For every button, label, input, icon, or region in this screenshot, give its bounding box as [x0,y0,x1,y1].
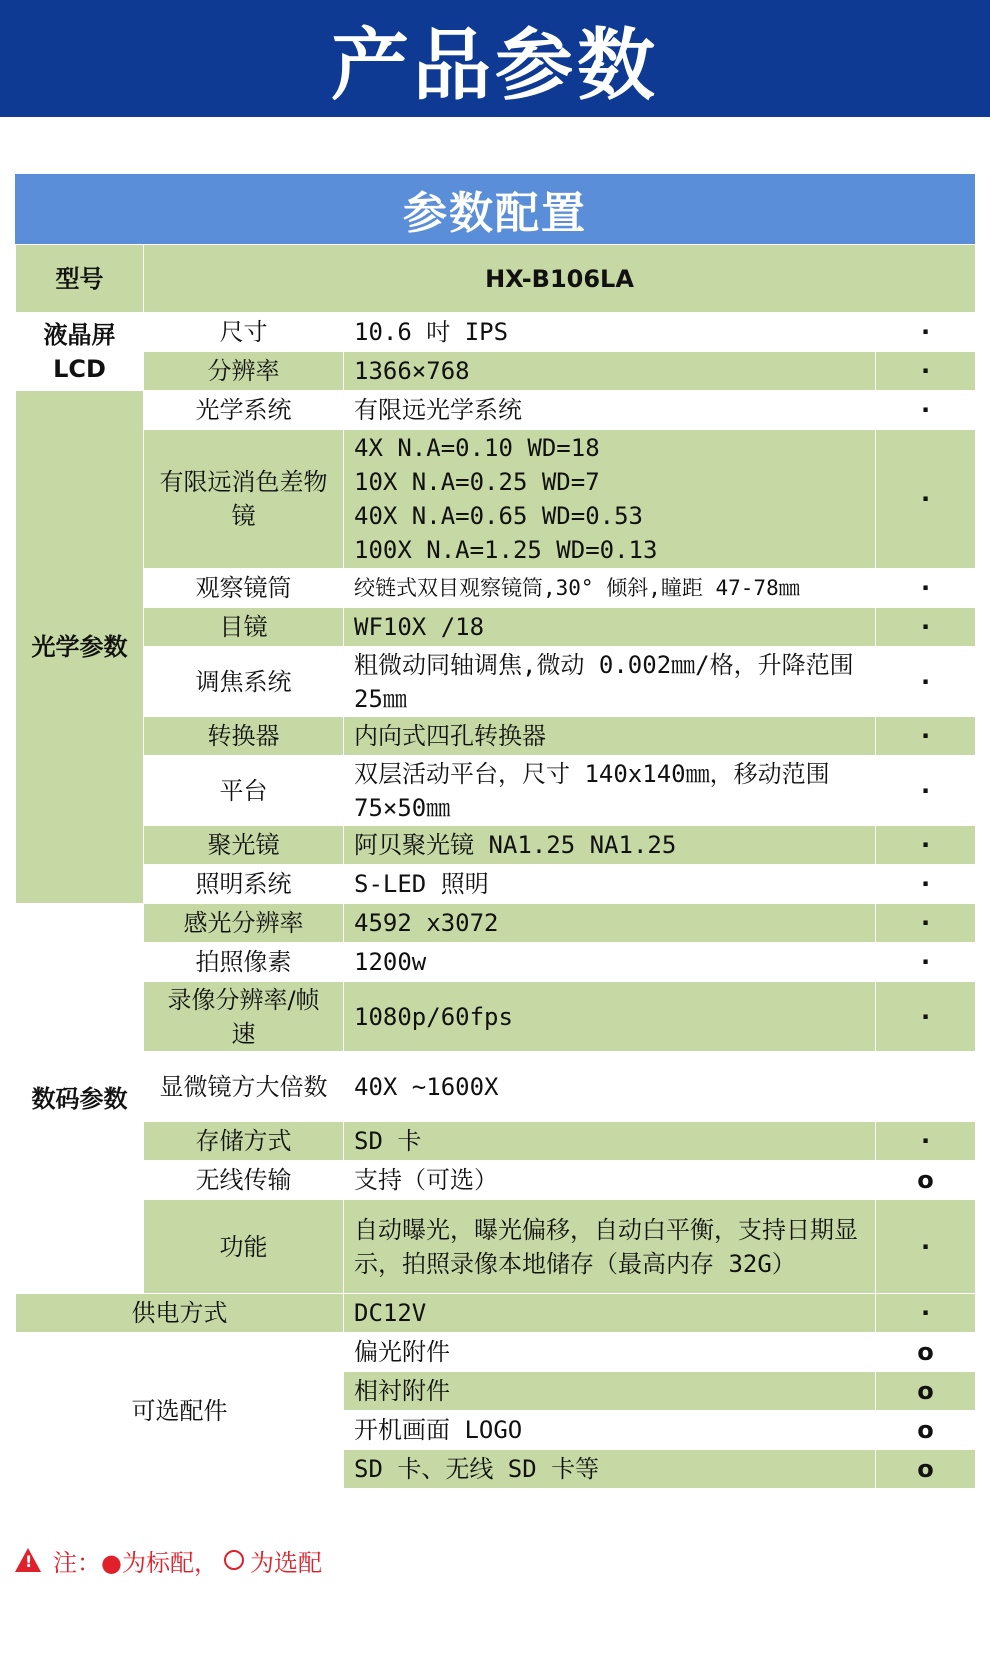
optional-circle-icon [224,1550,244,1570]
note-suffix: 为选配 [249,1548,322,1577]
spec-name: 有限远消色差物镜 [144,430,344,569]
section-title: 参数配置 [403,188,587,239]
spec-mark: o [876,1161,976,1200]
spec-mark: · [876,756,976,826]
group-optics: 光学参数 [16,391,144,904]
spec-mark: · [876,352,976,391]
spec-mark: · [876,717,976,756]
spec-table [15,244,976,1489]
spec-value: 阿贝聚光镜 NA1.25 NA1.25 [344,826,876,865]
spec-value: 绞链式双目观察镜筒,30° 倾斜,瞳距 47-78㎜ [344,569,876,608]
group-lcd: 液晶屏 LCD [16,313,144,391]
spec-mark: o [876,1333,976,1372]
spec-value: 1080p/60fps [344,982,876,1052]
spec-name: 录像分辨率/帧速 [144,982,344,1052]
model-label: 型号 [16,245,144,313]
legend-note [15,1542,322,1578]
spec-value: WF10X /18 [344,608,876,647]
spec-mark: o [876,1450,976,1489]
spec-name: 功能 [144,1200,344,1294]
spec-mark: · [876,943,976,982]
spec-name: 目镜 [144,608,344,647]
group-optional: 可选配件 [16,1333,344,1489]
spec-name: 存储方式 [144,1122,344,1161]
spec-mark: · [876,313,976,352]
spec-mark: · [876,982,976,1052]
spec-mark: · [876,826,976,865]
banner-title: 产品参数 [330,20,659,111]
spec-name: 尺寸 [144,313,344,352]
spec-value: 自动曝光，曝光偏移，自动白平衡，支持日期显示，拍照录像本地储存（最高内存 32G） [344,1200,876,1294]
spec-mark: o [876,1372,976,1411]
spec-name: 照明系统 [144,865,344,904]
spec-value: 1200w [344,943,876,982]
spec-value: 40X ~1600X [344,1052,876,1122]
spec-value: 粗微动同轴调焦,微动 0.002㎜/格，升降范围 25㎜ [344,647,876,717]
spec-name: 调焦系统 [144,647,344,717]
spec-name: 显微镜方大倍数 [144,1052,344,1122]
spec-value: 偏光附件 [344,1333,876,1372]
spec-name: 聚光镜 [144,826,344,865]
spec-value: SD 卡、无线 SD 卡等 [344,1450,876,1489]
spec-value: S-LED 照明 [344,865,876,904]
group-digital: 数码参数 [16,904,144,1294]
spec-mark: · [876,569,976,608]
spec-value: 双层活动平台，尺寸 140x140㎜，移动范围 75×50㎜ [344,756,876,826]
spec-value: 4592 x3072 [344,904,876,943]
spec-mark: · [876,904,976,943]
model-value: HX-B106LA [144,245,976,313]
spec-value: DC12V [344,1294,876,1333]
spec-value: 支持（可选） [344,1161,876,1200]
spec-value: 相衬附件 [344,1372,876,1411]
spec-value: 1366×768 [344,352,876,391]
spec-value: 开机画面 LOGO [344,1411,876,1450]
spec-mark: · [876,647,976,717]
spec-value: 10.6 吋 IPS [344,313,876,352]
spec-mark: · [876,1122,976,1161]
spec-name: 拍照像素 [144,943,344,982]
spec-mark: · [876,430,976,569]
spec-mark: o [876,1411,976,1450]
spec-mark: · [876,1200,976,1294]
warning-icon [15,1548,41,1572]
spec-mark: · [876,1294,976,1333]
spec-name: 感光分辨率 [144,904,344,943]
top-banner [0,0,990,117]
spec-value: 内向式四孔转换器 [344,717,876,756]
spec-value: 4X N.A=0.10 WD=18 10X N.A=0.25 WD=7 40X N.A=0.65 WD=0.53 100X N.A=1.25 WD=0.13 [344,430,876,569]
spec-name: 转换器 [144,717,344,756]
group-power: 供电方式 [16,1294,344,1333]
spec-mark: · [876,865,976,904]
spec-mark: · [876,391,976,430]
spec-name: 分辨率 [144,352,344,391]
spec-mark [876,1052,976,1122]
spec-value: 有限远光学系统 [344,391,876,430]
section-header [15,174,975,244]
spec-value: SD 卡 [344,1122,876,1161]
spec-name: 平台 [144,756,344,826]
spec-mark: · [876,608,976,647]
spec-name: 观察镜筒 [144,569,344,608]
spec-name: 光学系统 [144,391,344,430]
spec-name: 无线传输 [144,1161,344,1200]
note-prefix: 注：●为标配， [53,1548,218,1577]
